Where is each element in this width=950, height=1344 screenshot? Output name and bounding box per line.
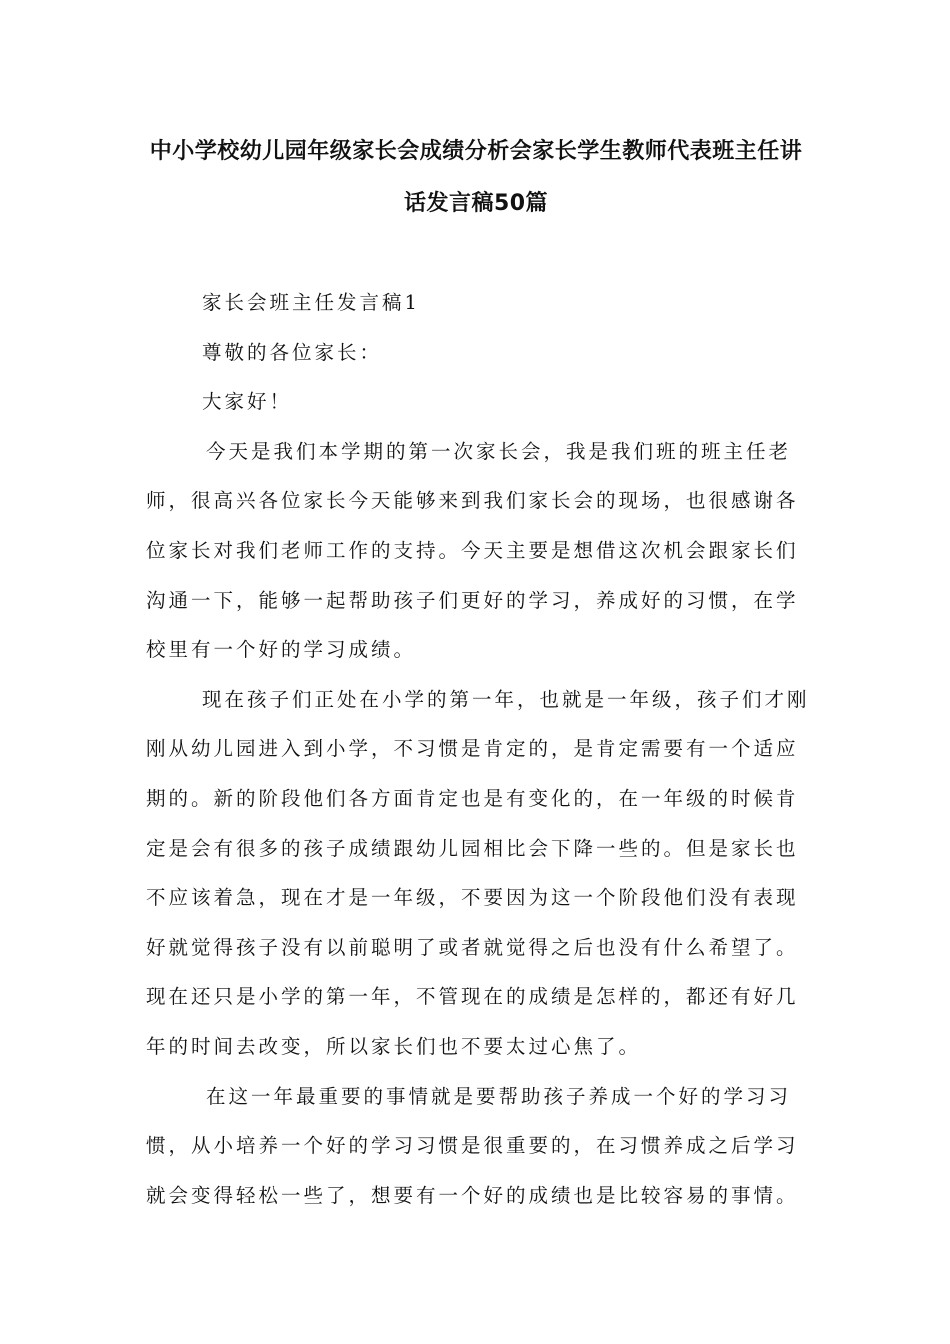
- paragraph-line: 今天是我们本学期的第一次家长会，我是我们班的班主任老: [206, 439, 792, 463]
- paragraph-line: 师，很高兴各位家长今天能够来到我们家长会的现场，也很感谢各: [146, 489, 799, 513]
- speech-heading: 家长会班主任发言稿1: [202, 291, 420, 314]
- salutation: 尊敬的各位家长：: [202, 340, 383, 364]
- paragraph-1: [146, 427, 806, 675]
- paragraph-line: 就会变得轻松一些了，想要有一个好的成绩也是比较容易的事情。: [146, 1183, 799, 1207]
- paragraph-line: 不应该着急，现在才是一年级，不要因为这一个阶段他们没有表现: [146, 886, 799, 910]
- title-line-1: 中小学校幼儿园年级家长会成绩分析会家长学生教师代表班主任讲: [149, 139, 803, 164]
- paragraph-line: 好就觉得孩子没有以前聪明了或者就觉得之后也没有什么希望了。: [146, 935, 799, 959]
- document-title: [140, 126, 812, 230]
- paragraph-3: [146, 1072, 806, 1221]
- paragraph-line: 沟通一下，能够一起帮助孩子们更好的学习，养成好的习惯，在学: [146, 588, 799, 612]
- paragraph-line: 定是会有很多的孩子成绩跟幼儿园相比会下降一些的。但是家长也: [146, 836, 799, 860]
- paragraph-line: 在这一年最重要的事情就是要帮助孩子养成一个好的学习习: [206, 1084, 792, 1108]
- title-line-2: 话发言稿50篇: [403, 191, 549, 216]
- paragraph-line: 位家长对我们老师工作的支持。今天主要是想借这次机会跟家长们: [146, 538, 799, 562]
- paragraph-2: [146, 675, 810, 1072]
- paragraph-line: 校里有一个好的学习成绩。: [146, 638, 417, 662]
- paragraph-line: 刚从幼儿园进入到小学，不习惯是肯定的，是肯定需要有一个适应: [146, 737, 799, 761]
- paragraph-line: 惯，从小培养一个好的学习习惯是很重要的，在习惯养成之后学习: [146, 1134, 799, 1158]
- paragraph-line: 年的时间去改变，所以家长们也不要太过心焦了。: [146, 1034, 642, 1058]
- paragraph-line: 期的。新的阶段他们各方面肯定也是有变化的，在一年级的时候肯: [146, 786, 799, 810]
- document-body: [146, 278, 810, 1220]
- greeting: 大家好！: [202, 390, 293, 414]
- paragraph-line: 现在还只是小学的第一年，不管现在的成绩是怎样的，都还有好几: [146, 985, 799, 1009]
- paragraph-line: 现在孩子们正处在小学的第一年，也就是一年级，孩子们才刚: [202, 687, 810, 711]
